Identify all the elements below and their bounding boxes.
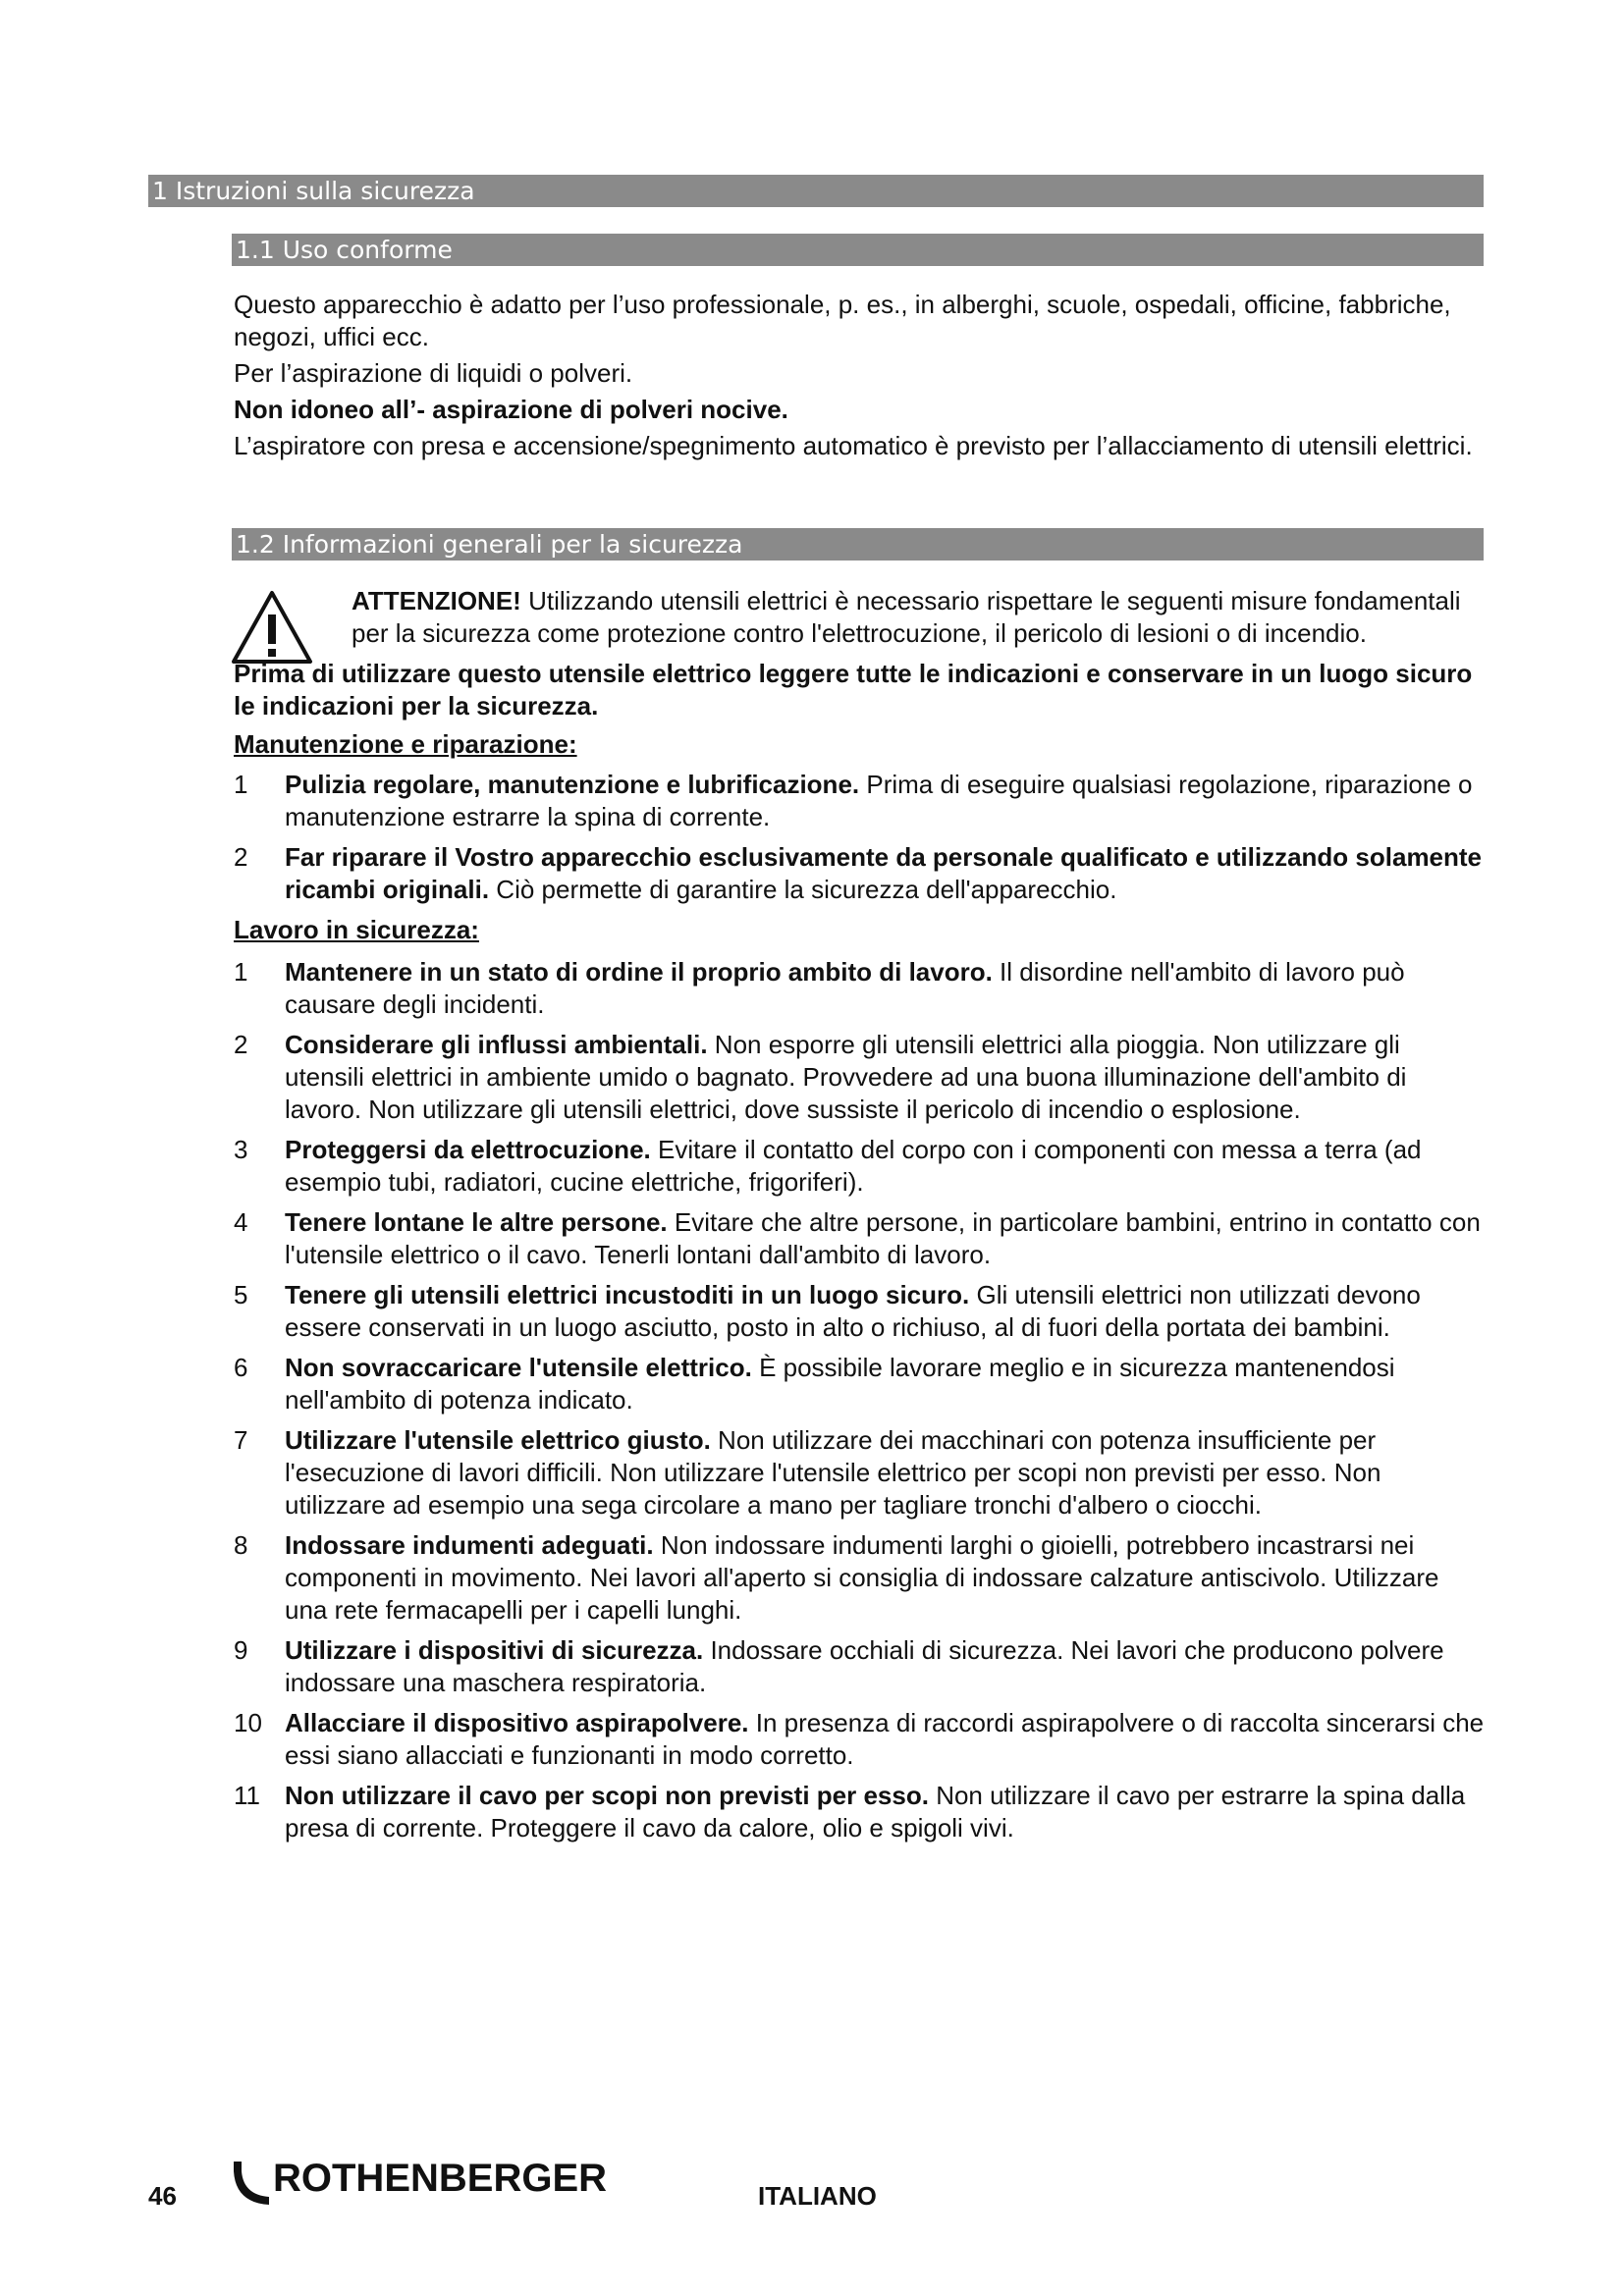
- work-safety-item-text: Gli utensili elettrici non utilizzati devono essere conservati in un luogo asciutto, posto in alto o richiuso, al di fuori della portata dei bambini.: [285, 1280, 1421, 1342]
- work-safety-item-text: È possibile lavorare meglio e in sicurezza mantenendosi nell'ambito di potenza indicato.: [285, 1353, 1395, 1415]
- work-safety-item-number: 6: [234, 1353, 248, 1382]
- work-safety-item: [234, 1134, 1486, 1199]
- work-safety-item-number: 11: [234, 1781, 260, 1810]
- paragraph-not-suitable: Non idoneo all’- aspirazione di polveri nocive.: [234, 395, 788, 424]
- warning-triangle-icon: [230, 589, 314, 666]
- warning-label: ATTENZIONE!: [352, 586, 521, 615]
- maintenance-item: [234, 769, 1486, 833]
- section-heading-1-2: 1.2 Informazioni generali per la sicurezza: [232, 528, 1484, 561]
- page-content: [234, 289, 1486, 466]
- work-safety-item-number: 7: [234, 1425, 248, 1455]
- work-safety-item-text: Non indossare indumenti larghi o gioielli, potrebbero incastrarsi nei componenti in movimento. Nei lavori all'aperto si consiglia di indossare calzature antiscivolo. Utilizzare una rete fermacapelli per i capelli lunghi.: [285, 1530, 1439, 1625]
- work-safety-item-text: Non utilizzare dei macchinari con potenza insufficiente per l'esecuzione di lavori difficili. Non utilizzare l'utensile elettrico per scopi non previsti per esso. Non utilizzare ad esempio una sega circolare a mano per tagliare tronchi d'albero o ciocchi.: [285, 1425, 1381, 1520]
- work-safety-item: [234, 1206, 1486, 1271]
- logo-wordmark: ROTHENBERGER: [273, 2157, 608, 2200]
- work-safety-item: [234, 1279, 1486, 1344]
- work-safety-item: [234, 1780, 1486, 1844]
- work-safety-item-title: Tenere lontane le altre persone.: [285, 1207, 668, 1237]
- work-safety-item-title: Considerare gli influssi ambientali.: [285, 1030, 708, 1059]
- work-safety-item-text: Il disordine nell'ambito di lavoro può causare degli incidenti.: [285, 957, 1405, 1019]
- work-safety-item-title: Utilizzare i dispositivi di sicurezza.: [285, 1635, 704, 1665]
- work-safety-item: [234, 1529, 1486, 1627]
- page-number: 46: [148, 2181, 177, 2211]
- work-safety-item-title: Non utilizzare il cavo per scopi non previsti per esso.: [285, 1781, 929, 1810]
- language-label: ITALIANO: [758, 2181, 877, 2211]
- work-safety-item: [234, 1634, 1486, 1699]
- work-safety-heading: Lavoro in sicurezza:: [234, 915, 479, 944]
- work-safety-item-text: Indossare occhiali di sicurezza. Nei lavori che producono polvere indossare una maschera respiratoria.: [285, 1635, 1444, 1697]
- work-safety-item-title: Non sovraccaricare l'utensile elettrico.: [285, 1353, 752, 1382]
- work-safety-item: [234, 1029, 1486, 1126]
- work-safety-item-title: Tenere gli utensili elettrici incustoditi in un luogo sicuro.: [285, 1280, 970, 1309]
- work-safety-item-number: 3: [234, 1135, 248, 1164]
- paragraph-auto-switch: L’aspiratore con presa e accensione/spegnimento automatico è previsto per l’allacciamento di utensili elettrici.: [234, 431, 1473, 460]
- work-safety-item-title: Allacciare il dispositivo aspirapolvere.: [285, 1708, 749, 1737]
- work-safety-item-number: 9: [234, 1635, 248, 1665]
- section-heading-1: 1 Istruzioni sulla sicurezza: [148, 175, 1484, 207]
- work-safety-item-number: 5: [234, 1280, 248, 1309]
- work-safety-item-text: Evitare che altre persone, in particolare bambini, entrino in contatto con l'utensile elettrico o il cavo. Tenerli lontani dall'ambito di lavoro.: [285, 1207, 1481, 1269]
- work-safety-item: [234, 1352, 1486, 1416]
- work-safety-item-number: 10: [234, 1708, 262, 1737]
- work-safety-item-title: Indossare indumenti adeguati.: [285, 1530, 654, 1560]
- work-safety-list: [234, 956, 1486, 1844]
- work-safety-item-text: Non esporre gli utensili elettrici alla pioggia. Non utilizzare gli utensili elettrici in ambiente umido o bagnato. Provvedere ad una buona illuminazione dell'ambito di lavoro. Non utilizzare gli utensili elettrici, dove sussiste il pericolo di incendio o esplosione.: [285, 1030, 1407, 1124]
- work-safety-item: [234, 1424, 1486, 1522]
- maintenance-list: [234, 769, 1486, 906]
- maintenance-item-number: 1: [234, 770, 248, 799]
- logo-swoosh-icon: [234, 2162, 269, 2205]
- work-safety-item-title: Utilizzare l'utensile elettrico giusto.: [285, 1425, 711, 1455]
- work-safety-item-text: Non utilizzare il cavo per estrarre la spina dalla presa di corrente. Proteggere il cavo da calore, olio e spigoli vivi.: [285, 1781, 1466, 1842]
- warning-text: Utilizzando utensili elettrici è necessario rispettare le seguenti misure fondamentali per la sicurezza come protezione contro l'elettrocuzione, il pericolo di lesioni o di incendio.: [352, 586, 1461, 648]
- maintenance-item-title: Pulizia regolare, manutenzione e lubrificazione.: [285, 770, 860, 799]
- section-heading-1-1: 1.1 Uso conforme: [232, 234, 1484, 266]
- work-safety-item: [234, 1707, 1486, 1772]
- work-safety-item-text: Evitare il contatto del corpo con i componenti con messa a terra (ad esempio tubi, radiatori, cucine elettriche, frigoriferi).: [285, 1135, 1422, 1197]
- maintenance-heading: Manutenzione e riparazione:: [234, 729, 577, 759]
- maintenance-item-number: 2: [234, 842, 248, 872]
- maintenance-item-text: Prima di eseguire qualsiasi regolazione, riparazione o manutenzione estrarre la spina di corrente.: [285, 770, 1473, 831]
- work-safety-item-number: 1: [234, 957, 248, 987]
- work-safety-item-text: In presenza di raccordi aspirapolvere o di raccolta sincerarsi che essi siano allacciati e funzionanti in modo corretto.: [285, 1708, 1485, 1770]
- maintenance-item-text: Ciò permette di garantire la sicurezza dell'apparecchio.: [489, 875, 1117, 904]
- read-instructions-notice: Prima di utilizzare questo utensile elettrico leggere tutte le indicazioni e conservare in un luogo sicuro le indicazioni per la sicurezza.: [234, 659, 1473, 721]
- paragraph-aspiration: Per l’aspirazione di liquidi o polveri.: [234, 358, 633, 388]
- work-safety-item-number: 2: [234, 1030, 248, 1059]
- safety-content: [234, 585, 1486, 1852]
- paragraph-intended-use: Questo apparecchio è adatto per l’uso professionale, p. es., in alberghi, scuole, ospedali, officine, fabbriche, negozi, uffici ecc.: [234, 290, 1451, 351]
- work-safety-item: [234, 956, 1486, 1021]
- warning-block: [234, 585, 1486, 650]
- warning-text-block: [352, 585, 1486, 650]
- rothenberger-logo: [230, 2152, 623, 2215]
- maintenance-item-title: Far riparare il Vostro apparecchio esclusivamente da personale qualificato e utilizzando solamente ricambi originali.: [285, 842, 1483, 904]
- work-safety-item-title: Proteggersi da elettrocuzione.: [285, 1135, 651, 1164]
- work-safety-item-number: 8: [234, 1530, 248, 1560]
- work-safety-item-number: 4: [234, 1207, 248, 1237]
- work-safety-item-title: Mantenere in un stato di ordine il proprio ambito di lavoro.: [285, 957, 993, 987]
- maintenance-item: [234, 841, 1486, 906]
